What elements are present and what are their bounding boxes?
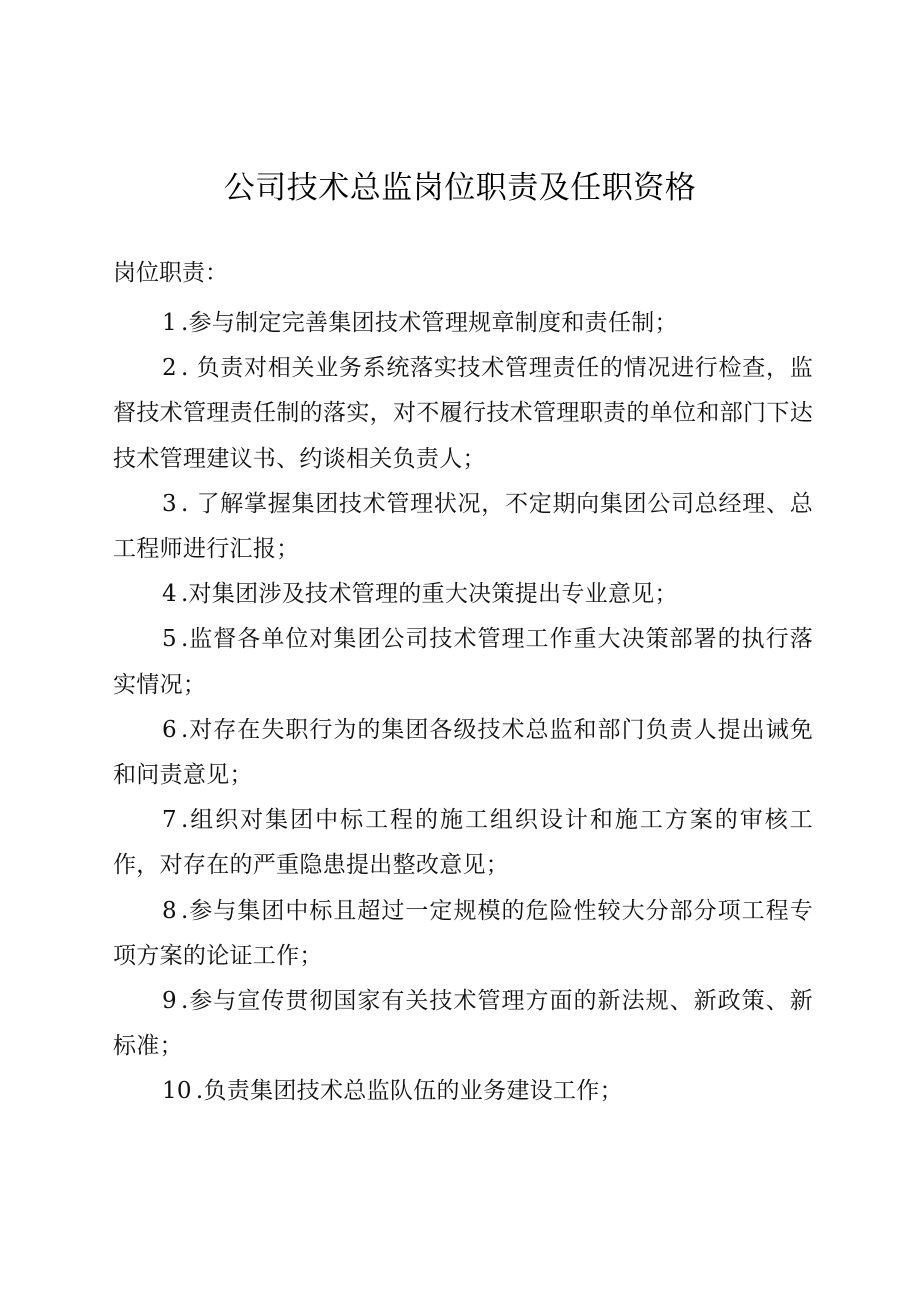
duty-item bbox=[113, 301, 813, 346]
duty-number: 9 bbox=[162, 988, 177, 1015]
duty-number: 2 bbox=[162, 355, 177, 382]
duty-number: 1 bbox=[162, 310, 177, 336]
duty-number: 4 bbox=[162, 581, 177, 608]
duty-number: 7 bbox=[162, 807, 177, 834]
document-title: 公司技术总监岗位职责及任职资格 bbox=[223, 170, 697, 206]
duties-list bbox=[113, 301, 813, 1115]
duty-text: .监督各单位对集团公司技术管理工作重大决策部署的执行落实情况； bbox=[113, 626, 813, 698]
duty-number: 8 bbox=[162, 897, 177, 924]
duty-item bbox=[113, 979, 813, 1069]
duty-text: . 了解掌握集团技术管理状况，不定期向集团公司总经理、总工程师进行汇报； bbox=[113, 490, 813, 563]
duty-text: .对集团涉及技术管理的重大决策提出专业意见； bbox=[180, 581, 678, 608]
duty-item bbox=[113, 1069, 813, 1114]
duty-item bbox=[113, 346, 813, 482]
duty-item bbox=[113, 889, 813, 979]
duty-item bbox=[113, 482, 813, 572]
duty-number: 3 bbox=[162, 490, 177, 517]
duty-item bbox=[113, 708, 813, 798]
duty-item bbox=[113, 617, 813, 707]
duty-item bbox=[113, 572, 813, 617]
duty-item bbox=[113, 798, 813, 888]
duty-number: 10 bbox=[162, 1078, 192, 1105]
duty-text: .参与宣传贯彻国家有关技术管理方面的新法规、新政策、新标准； bbox=[113, 988, 813, 1060]
duty-number: 6 bbox=[162, 716, 177, 743]
duty-text: . 负责对相关业务系统落实技术管理责任的情况进行检查，监督技术管理责任制的落实，对不履行技术管理职责的单位和部门下达技术管理建议书、约谈相关负责人； bbox=[113, 355, 813, 472]
duty-text: .对存在失职行为的集团各级技术总监和部门负责人提出诫免和问责意见； bbox=[113, 716, 813, 789]
duty-text: .参与制定完善集团技术管理规章制度和责任制； bbox=[180, 310, 678, 336]
duty-text: .负责集团技术总监队伍的业务建设工作； bbox=[195, 1078, 623, 1105]
duty-number: 5 bbox=[162, 626, 177, 653]
duty-text: .参与集团中标且超过一定规模的危险性较大分部分项工程专项方案的论证工作； bbox=[113, 897, 813, 969]
duty-text: .组织对集团中标工程的施工组织设计和施工方案的审核工作，对存在的严重隐患提出整改意见； bbox=[113, 807, 813, 879]
section-heading: 岗位职责： bbox=[113, 260, 228, 286]
